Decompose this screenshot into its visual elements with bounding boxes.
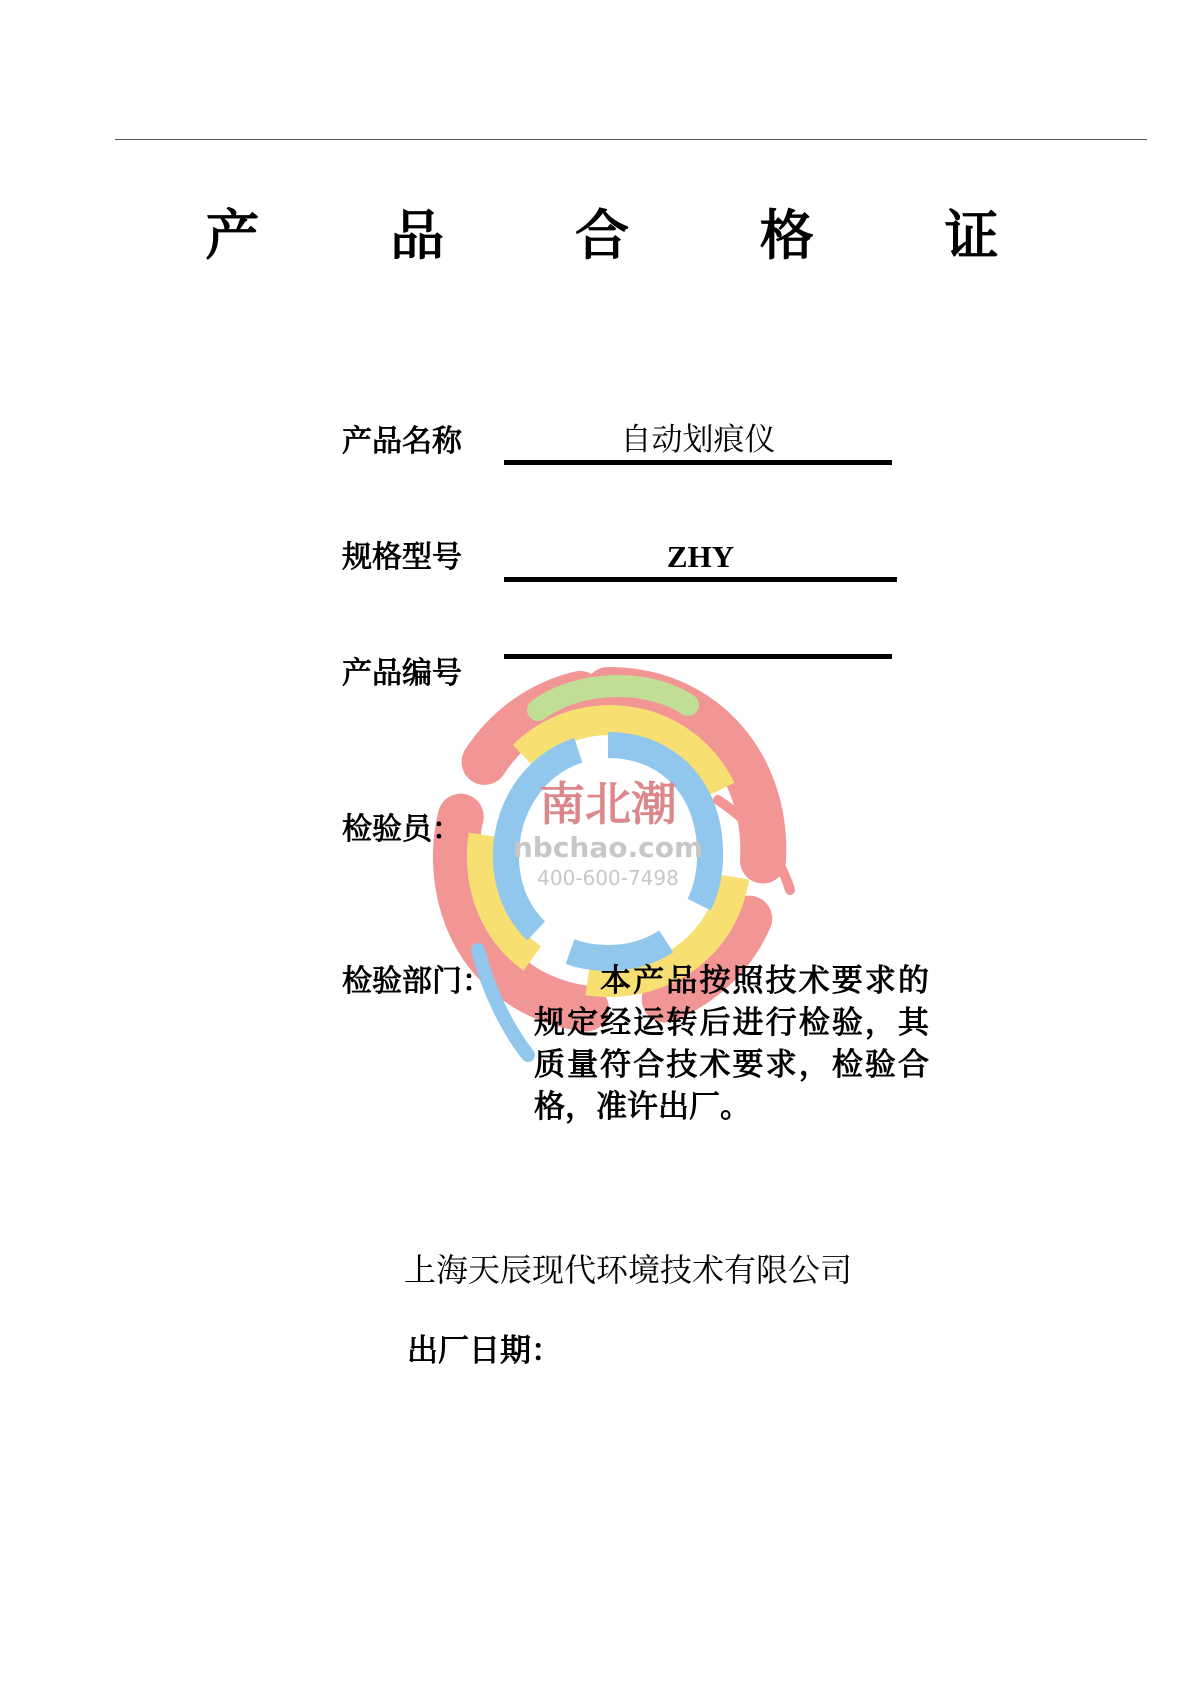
watermark-site: nbchao.com (512, 831, 704, 864)
model-value: ZHY (504, 537, 897, 582)
page-title: 产 品 合 格 证 (205, 203, 1055, 267)
company-name: 上海天辰现代环境技术有限公司 (404, 1251, 853, 1289)
department-label: 检验部门： (342, 964, 492, 999)
inspector-label: 检验员： (342, 812, 462, 847)
inspection-statement: 本产品按照技术要求的规定经运转后进行检验，其质量符合技术要求，检验合格，准许出厂。 (534, 963, 929, 1125)
factory-date-label: 出厂日期： (407, 1333, 562, 1369)
serial-number-value (504, 654, 892, 659)
watermark-brand-cn: 南北潮 (539, 777, 677, 831)
header-rule (115, 139, 1147, 140)
watermark-phone: 400-600-7498 (537, 866, 679, 890)
product-name-label: 产品名称 (342, 424, 462, 459)
product-name-value: 自动划痕仪 (504, 420, 892, 465)
model-label: 规格型号 (342, 540, 462, 575)
serial-number-label: 产品编号 (342, 656, 462, 691)
